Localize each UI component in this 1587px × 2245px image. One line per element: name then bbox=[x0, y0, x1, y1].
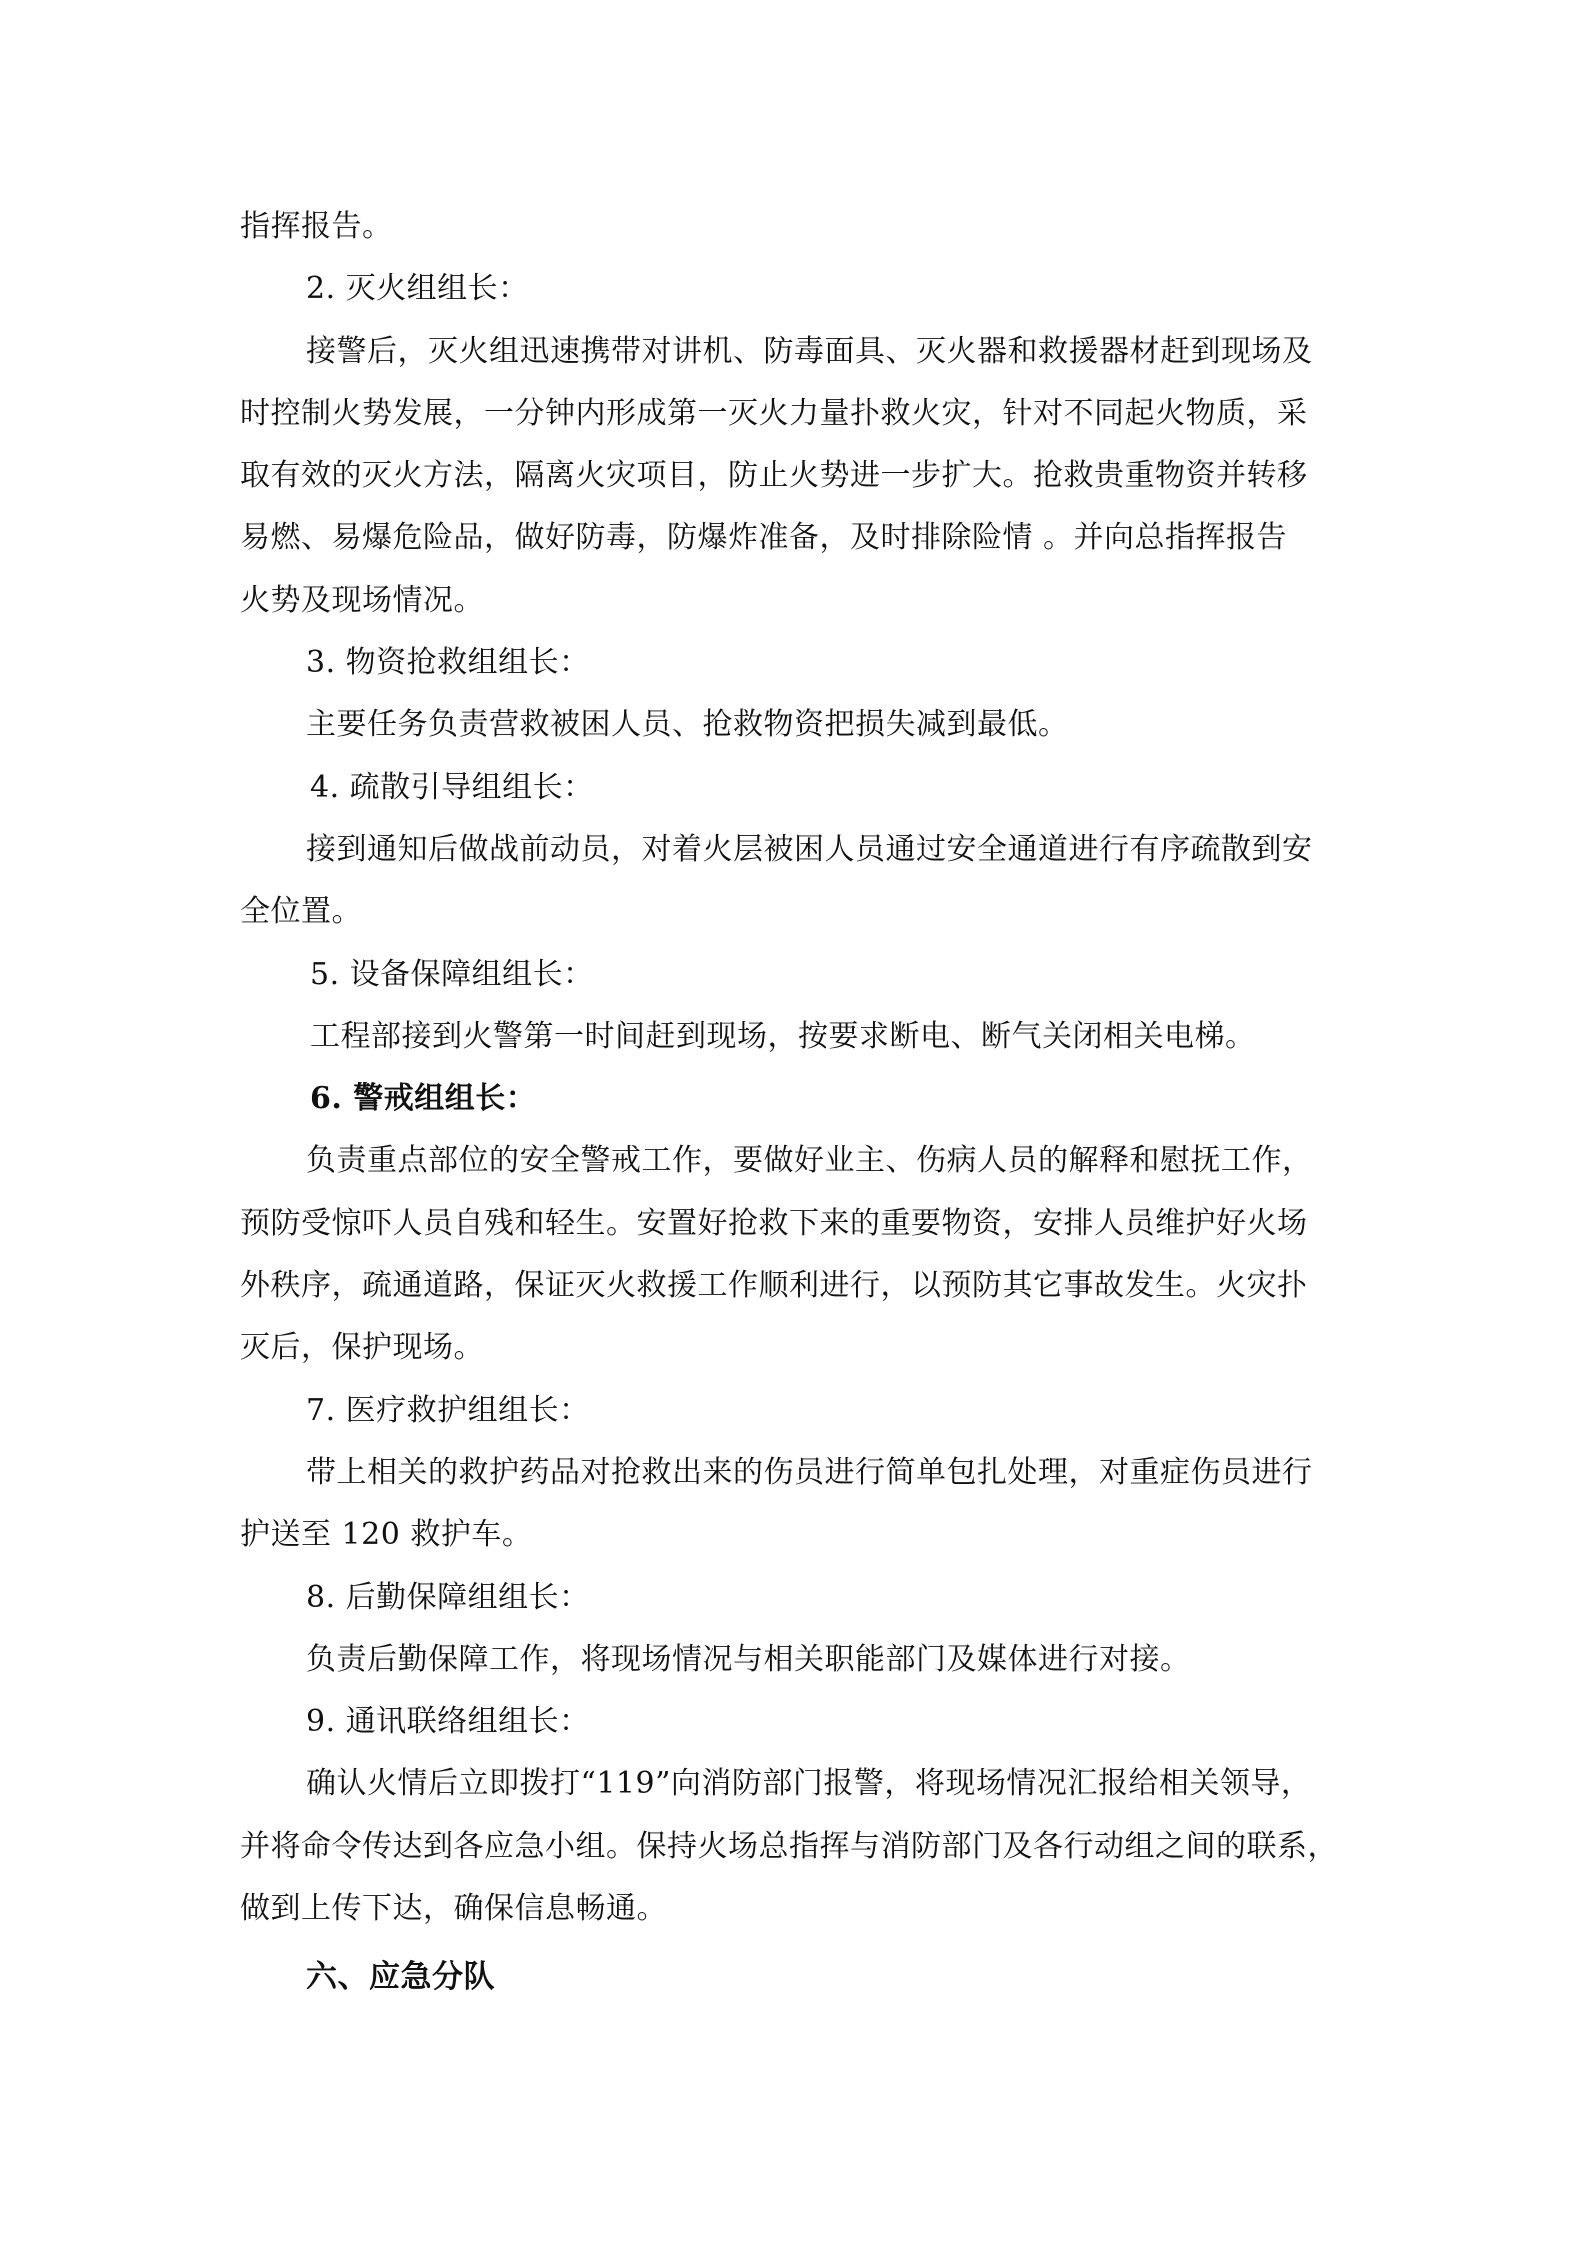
heading-equipment-support-leader: 5. 设备保障组组长： bbox=[310, 956, 594, 992]
paragraph-line: 护送至 120 救护车。 bbox=[240, 1517, 533, 1553]
paragraph-line: 负责后勤保障工作，将现场情况与相关职能部门及媒体进行对接。 bbox=[306, 1641, 1191, 1677]
paragraph-line: 预防受惊吓人员自残和轻生。安置好抢救下来的重要物资，安排人员维护好火场 bbox=[240, 1205, 1308, 1241]
section-heading-emergency-team: 六、应急分队 bbox=[306, 1959, 495, 1996]
document-body bbox=[240, 196, 1360, 2009]
paragraph-line: 外秩序，疏通道路，保证灭火救援工作顺利进行，以预防其它事故发生。火灾扑 bbox=[240, 1268, 1308, 1304]
heading-evacuation-leader: 4. 疏散引导组组长： bbox=[310, 769, 594, 805]
paragraph-line: 取有效的灭火方法，隔离火灾项目，防止火势进一步扩大。抢救贵重物资并转移 bbox=[240, 458, 1308, 494]
heading-material-rescue-leader: 3. 物资抢救组组长： bbox=[306, 645, 590, 681]
paragraph-line: 并将命令传达到各应急小组。保持火场总指挥与消防部门及各行动组之间的联系， bbox=[240, 1828, 1338, 1864]
heading-security-guard-leader: 6. 警戒组组长： bbox=[310, 1081, 537, 1117]
paragraph-line: 火势及现场情况。 bbox=[240, 582, 484, 618]
paragraph-line: 指挥报告。 bbox=[240, 209, 393, 244]
paragraph-line: 时控制火势发展，一分钟内形成第一灭火力量扑救火灾，针对不同起火物质，采 bbox=[240, 395, 1308, 431]
heading-communication-leader: 9. 通讯联络组组长： bbox=[306, 1704, 590, 1740]
paragraph-line: 全位置。 bbox=[240, 894, 362, 930]
paragraph-line: 负责重点部位的安全警戒工作，要做好业主、伤病人员的解释和慰抚工作， bbox=[306, 1143, 1313, 1179]
paragraph-line: 主要任务负责营救被困人员、抢救物资把损失减到最低。 bbox=[306, 707, 1069, 743]
paragraph-line: 接到通知后做战前动员，对着火层被困人员通过安全通道进行有序疏散到安 bbox=[306, 831, 1313, 867]
paragraph-line: 工程部接到火警第一时间赶到现场，按要求断电、断气关闭相关电梯。 bbox=[310, 1018, 1256, 1054]
paragraph-line: 灭后，保护现场。 bbox=[240, 1330, 484, 1366]
heading-logistics-leader: 8. 后勤保障组组长： bbox=[306, 1579, 590, 1615]
paragraph-line: 带上相关的救护药品对抢救出来的伤员进行简单包扎处理，对重症伤员进行 bbox=[306, 1454, 1313, 1490]
paragraph-line: 确认火情后立即拨打“119”向消防部门报警，将现场情况汇报给相关领导， bbox=[306, 1766, 1312, 1802]
paragraph-line: 易燃、易爆危险品，做好防毒，防爆炸准备，及时排除险情 。并向总指挥报告 bbox=[240, 520, 1288, 556]
paragraph-line: 接警后，灭火组迅速携带对讲机、防毒面具、灭火器和救援器材赶到现场及 bbox=[306, 333, 1313, 369]
heading-fire-fighting-leader: 2. 灭火组组长： bbox=[306, 271, 529, 307]
heading-medical-rescue-leader: 7. 医疗救护组组长： bbox=[306, 1392, 590, 1428]
paragraph-line: 做到上传下达，确保信息畅通。 bbox=[240, 1891, 667, 1927]
